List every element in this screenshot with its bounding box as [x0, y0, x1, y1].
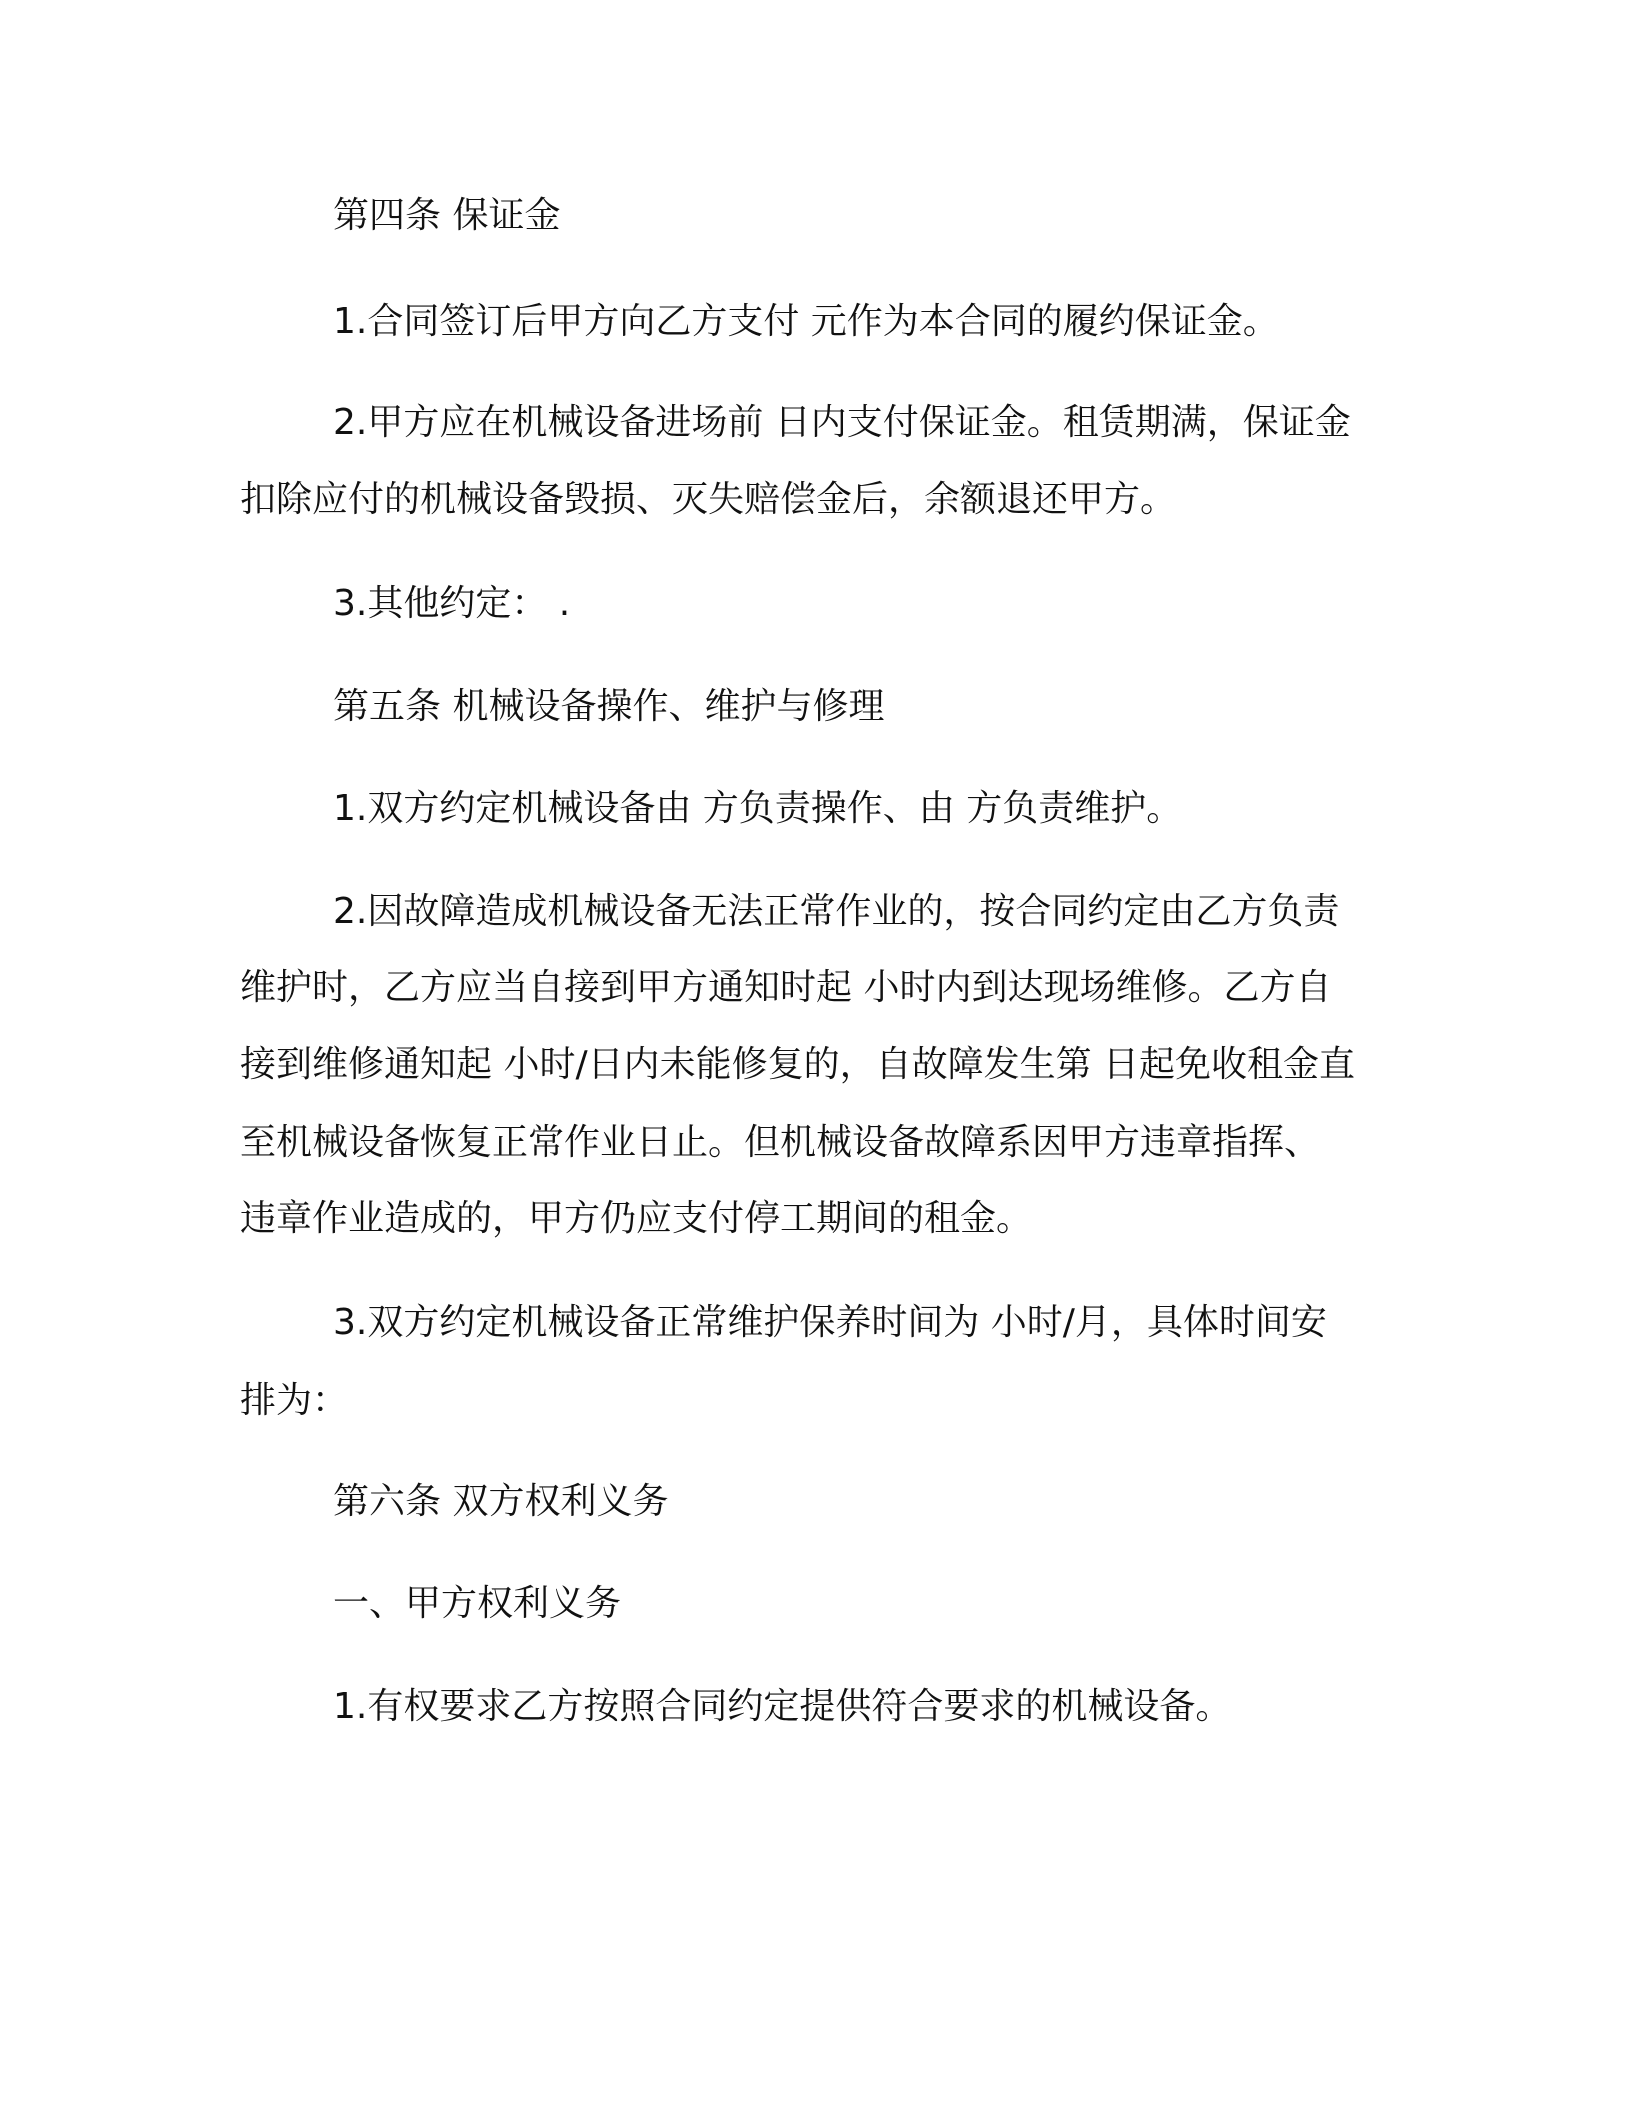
paragraph-line: 排为： [240, 1380, 349, 1421]
paragraph-deposit-amount: 1.合同签订后甲方向乙方支付 元作为本合同的履约保证金。 [333, 301, 1279, 342]
paragraph-malfunction: 2.因故障造成机械设备无法正常作业的，按合同约定由乙方负责 [333, 891, 1340, 932]
paragraph-party-a-rights: 1.有权要求乙方按照合同约定提供符合要求的机械设备。 [333, 1686, 1232, 1727]
subsection-heading-party-a: 一、甲方权利义务 [333, 1583, 622, 1624]
paragraph-line: 接到维修通知起 小时/日内未能修复的，自故障发生第 日起免收租金直 [240, 1044, 1356, 1085]
paragraph-line: 违章作业造成的，甲方仍应支付停工期间的租金。 [240, 1198, 1033, 1239]
paragraph-deposit-payment: 2.甲方应在机械设备进场前 日内支付保证金。租赁期满，保证金 [333, 402, 1351, 443]
paragraph-line: 维护时，乙方应当自接到甲方通知时起 小时内到达现场维修。乙方自 [240, 967, 1332, 1008]
section-heading-article-6: 第六条 双方权利义务 [333, 1481, 669, 1522]
paragraph-other-terms: 3.其他约定： . [333, 583, 571, 624]
paragraph-operation: 1.双方约定机械设备由 方负责操作、由 方负责维护。 [333, 788, 1183, 829]
paragraph-line: 至机械设备恢复正常作业日止。但机械设备故障系因甲方违章指挥、 [240, 1122, 1321, 1163]
paragraph-maintenance: 3.双方约定机械设备正常维护保养时间为 小时/月，具体时间安 [333, 1302, 1327, 1343]
paragraph-line: 扣除应付的机械设备毁损、灭失赔偿金后，余额退还甲方。 [240, 479, 1177, 520]
section-heading-article-5: 第五条 机械设备操作、维护与修理 [333, 686, 885, 727]
section-heading-article-4: 第四条 保证金 [333, 195, 561, 236]
